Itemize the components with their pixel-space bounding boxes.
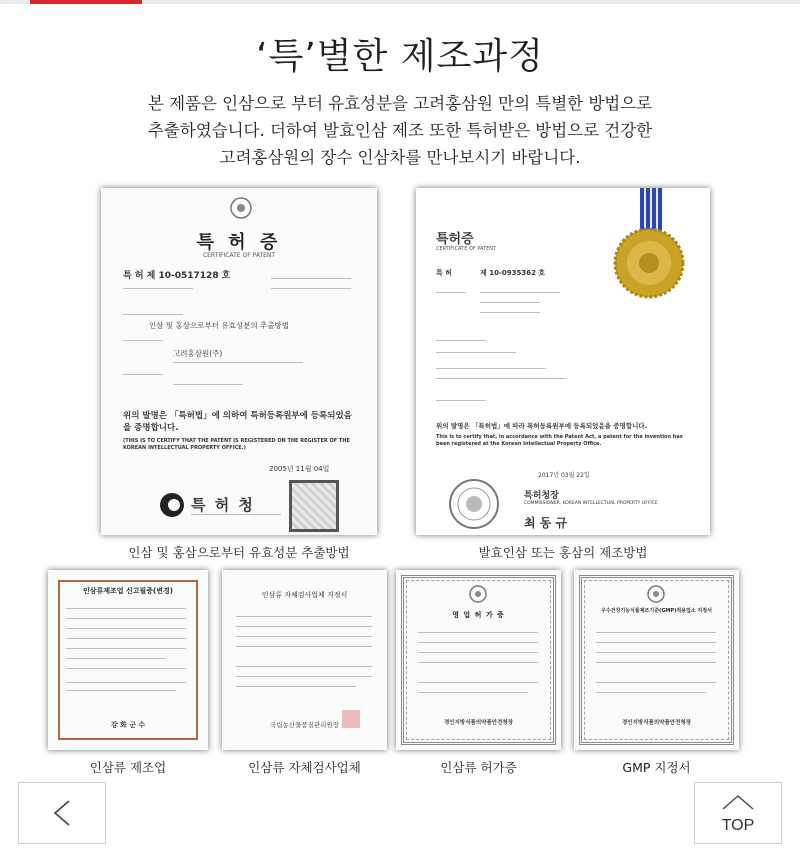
cert-number: 제 10-0935362 호 xyxy=(480,269,546,277)
cert-statement-en: This is to certify that, in accordance with the Patent Act, a patent for the invention has been registered at the Korean Intellectual Property Office. xyxy=(436,434,683,447)
cert-date: 2005년 11월 04일 xyxy=(269,465,330,473)
small-cert-2 xyxy=(222,570,387,750)
emblem-icon xyxy=(646,584,666,604)
chevron-left-icon xyxy=(51,799,73,827)
small-cert-3 xyxy=(396,570,561,750)
cert-caption-2: 발효인삼 또는 홍삼의 제조방법 xyxy=(478,545,648,560)
small-cert-caption-1: 인삼류 제조업 xyxy=(89,760,167,775)
small-cert-heading: 인삼류 자체검사업체 지정서 xyxy=(261,591,348,599)
small-cert-footer: 국립농산물품질관리원장 xyxy=(269,721,340,729)
small-cert-heading: 우수건강기능식품제조기준(GMP)적용업소 지정서 xyxy=(601,608,712,614)
small-cert-footer: 강 화 군 수 xyxy=(110,721,146,729)
patent-certificate-2: 특허증 CERTIFICATE OF PATENT 특 허 제 10-0935362 호 위의 발명은 「특허법」에 따라 특허등록원부에 등록되었음을 증명합니다. This is to certify that, in accordance with the Patent Act, a patent for the invention has been registered at the Korean Intellectual Property Office. 2017년 03월 22일 특허청장 COMMISSIONER, KOREAN INTELLECTUAL PROPERTY OFFICE 최 동 규 xyxy=(416,188,710,535)
red-stamp-icon xyxy=(342,710,360,728)
cert-sub: CERTIFICATE OF PATENT xyxy=(436,246,497,252)
kipo-logo-icon xyxy=(159,492,185,518)
signature: 최 동 규 xyxy=(524,516,568,530)
small-cert-heading: 인삼류제조업 신고필증(변경) xyxy=(83,587,173,595)
small-cert-footer: 경인지방식품의약품안전청장 xyxy=(443,720,514,726)
intro-line-2: 추출하였습니다. 더하여 발효인삼 제조 또한 특허받은 방법으로 건강한 xyxy=(147,121,653,140)
kipo-stamp-icon xyxy=(448,478,500,530)
small-cert-caption-3: 인삼류 허가증 xyxy=(440,760,517,775)
chevron-up-icon xyxy=(721,793,755,811)
top-label: TOP xyxy=(721,817,755,834)
small-cert-1 xyxy=(48,570,208,750)
cert-invention: 인삼 및 홍삼으로부터 유효성분의 추출방법 xyxy=(149,321,289,330)
cert-heading: 특 허 증 xyxy=(196,232,282,253)
emblem-icon xyxy=(229,196,253,220)
intro-line-3: 고려홍삼원의 장수 인삼차를 만나보시기 바랍니다. xyxy=(219,148,581,167)
cert-caption-1: 인삼 및 홍삼으로부터 유효성분 추출방법 xyxy=(128,545,350,560)
page-title: ‘특’별한 제조과정 xyxy=(256,36,544,77)
cert-number: 특 허 제 10-0517128 호 xyxy=(123,271,231,281)
intro-line-1: 본 제품은 인삼으로 부터 유효성분을 고려홍삼원 만의 특별한 방법으로 xyxy=(147,94,653,113)
cert-issuer: 특 허 청 xyxy=(191,496,255,514)
cert-issuer: 특허청장 xyxy=(524,491,559,501)
cert-statement: 위의 발명은 「특허법」에 의하여 특허등록원부에 등록되었음을 증명합니다. xyxy=(123,411,352,433)
gold-seal-icon xyxy=(612,226,686,300)
small-cert-caption-4: GMP 지정서 xyxy=(622,760,691,775)
cert-statement: 위의 발명은 「특허법」에 따라 특허등록원부에 등록되었음을 증명합니다. xyxy=(436,422,648,430)
small-cert-caption-2: 인삼류 자체검사업체 xyxy=(248,760,361,775)
patent-certificate-1 xyxy=(101,188,377,535)
prev-button[interactable] xyxy=(18,782,106,844)
top-accent-bar xyxy=(30,0,142,4)
emblem-icon xyxy=(468,584,488,604)
cert-issuer-en: COMMISSIONER, KOREAN INTELLECTUAL PROPERTY OFFICE xyxy=(524,501,658,506)
small-cert-heading: 영 업 허 가 증 xyxy=(452,611,505,619)
cert-heading: 특허증 xyxy=(436,232,474,247)
small-cert-4 xyxy=(574,570,739,750)
official-seal-icon xyxy=(289,480,339,532)
cert-date: 2017년 03월 22일 xyxy=(538,472,590,479)
small-cert-footer: 경인지방식품의약품안전청장 xyxy=(621,720,692,726)
cert-holder: 고려홍삼원(주) xyxy=(173,349,223,358)
cert-statement-en: (THIS IS TO CERTIFY THAT THE PATENT IS REGISTERED ON THE REGISTER OF THE KOREAN INTELLECTUAL PROPERTY OFFICE.) xyxy=(123,438,350,451)
intro-text xyxy=(60,90,740,171)
top-button[interactable] xyxy=(694,782,782,844)
cert-sub: CERTIFICATE OF PATENT xyxy=(202,252,276,259)
